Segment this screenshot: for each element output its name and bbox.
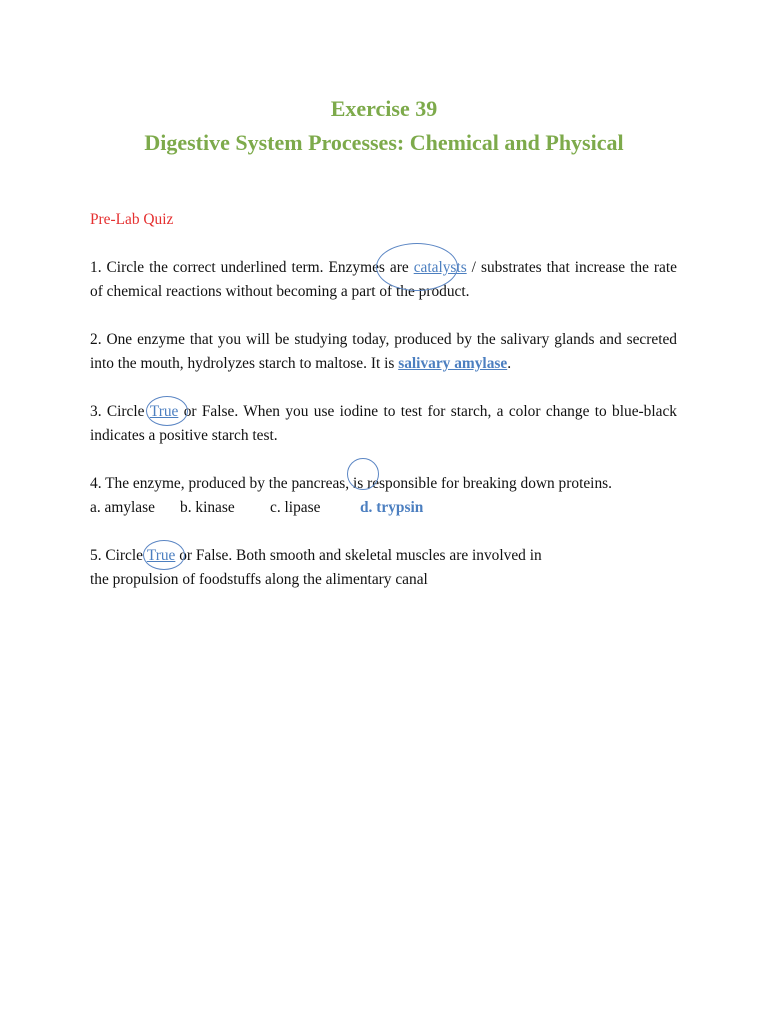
question-5-text — [90, 544, 677, 568]
question-3-text — [90, 400, 677, 448]
question-5-prefix: 5. Circle — [90, 547, 147, 564]
answer-trypsin-text: d. trypsin — [360, 499, 424, 516]
question-2-end: . — [507, 355, 512, 372]
answer-salivary-amylase: salivary amylase — [398, 355, 508, 372]
question-1-prefix: 1. Circle the correct underlined term. Enzymes are — [90, 259, 414, 276]
question-1-text — [90, 256, 677, 304]
question-1-option-2: substrates — [480, 259, 542, 276]
option-a: a. amylase — [90, 499, 155, 516]
answer-true-q3 — [150, 400, 179, 424]
question-1 — [90, 256, 677, 304]
question-4-text: 4. The enzyme, produced by the pancreas, is responsible for breaking down proteins. — [90, 475, 612, 492]
answer-catalysts — [414, 256, 467, 280]
question-5-line-2: the propulsion of foodstuffs along the alimentary canal — [90, 571, 428, 588]
answer-catalysts-text: catalysts — [413, 259, 467, 276]
exercise-number: Exercise 39 — [330, 96, 438, 121]
question-2-body: 2. One enzyme that you will be studying today, produced by the salivary glands and secreted into the mouth, hydrolyzes starch to maltose. It is — [90, 331, 677, 372]
question-4-options — [90, 496, 677, 520]
page-header — [0, 94, 768, 158]
option-c: c. lipase — [270, 499, 321, 516]
quiz-content — [90, 208, 677, 616]
question-5 — [90, 544, 677, 592]
question-1-separator: / — [466, 259, 481, 276]
answer-true-q3-text: True — [149, 403, 179, 420]
question-2-text — [90, 328, 677, 376]
answer-true-q5-text: True — [146, 547, 176, 564]
answer-true-q5 — [147, 544, 176, 568]
section-title: Pre-Lab Quiz — [90, 211, 174, 228]
answer-trypsin — [360, 496, 423, 520]
question-3-suffix: or False. When you use iodine to test for starch, a color change to blue-black indicates a positive starch test. — [90, 403, 678, 444]
question-3-prefix: 3. Circle — [90, 403, 150, 420]
question-1-suffix: that increase the rate of chemical reactions without becoming a part of the product. — [90, 259, 677, 300]
question-3 — [90, 400, 677, 448]
option-b: b. kinase — [180, 499, 235, 516]
question-2 — [90, 328, 677, 376]
page-title: Digestive System Processes: Chemical and Physical — [144, 130, 624, 155]
question-4 — [90, 472, 677, 520]
question-5-suffix: or False. Both smooth and skeletal muscles are involved in — [175, 547, 542, 564]
